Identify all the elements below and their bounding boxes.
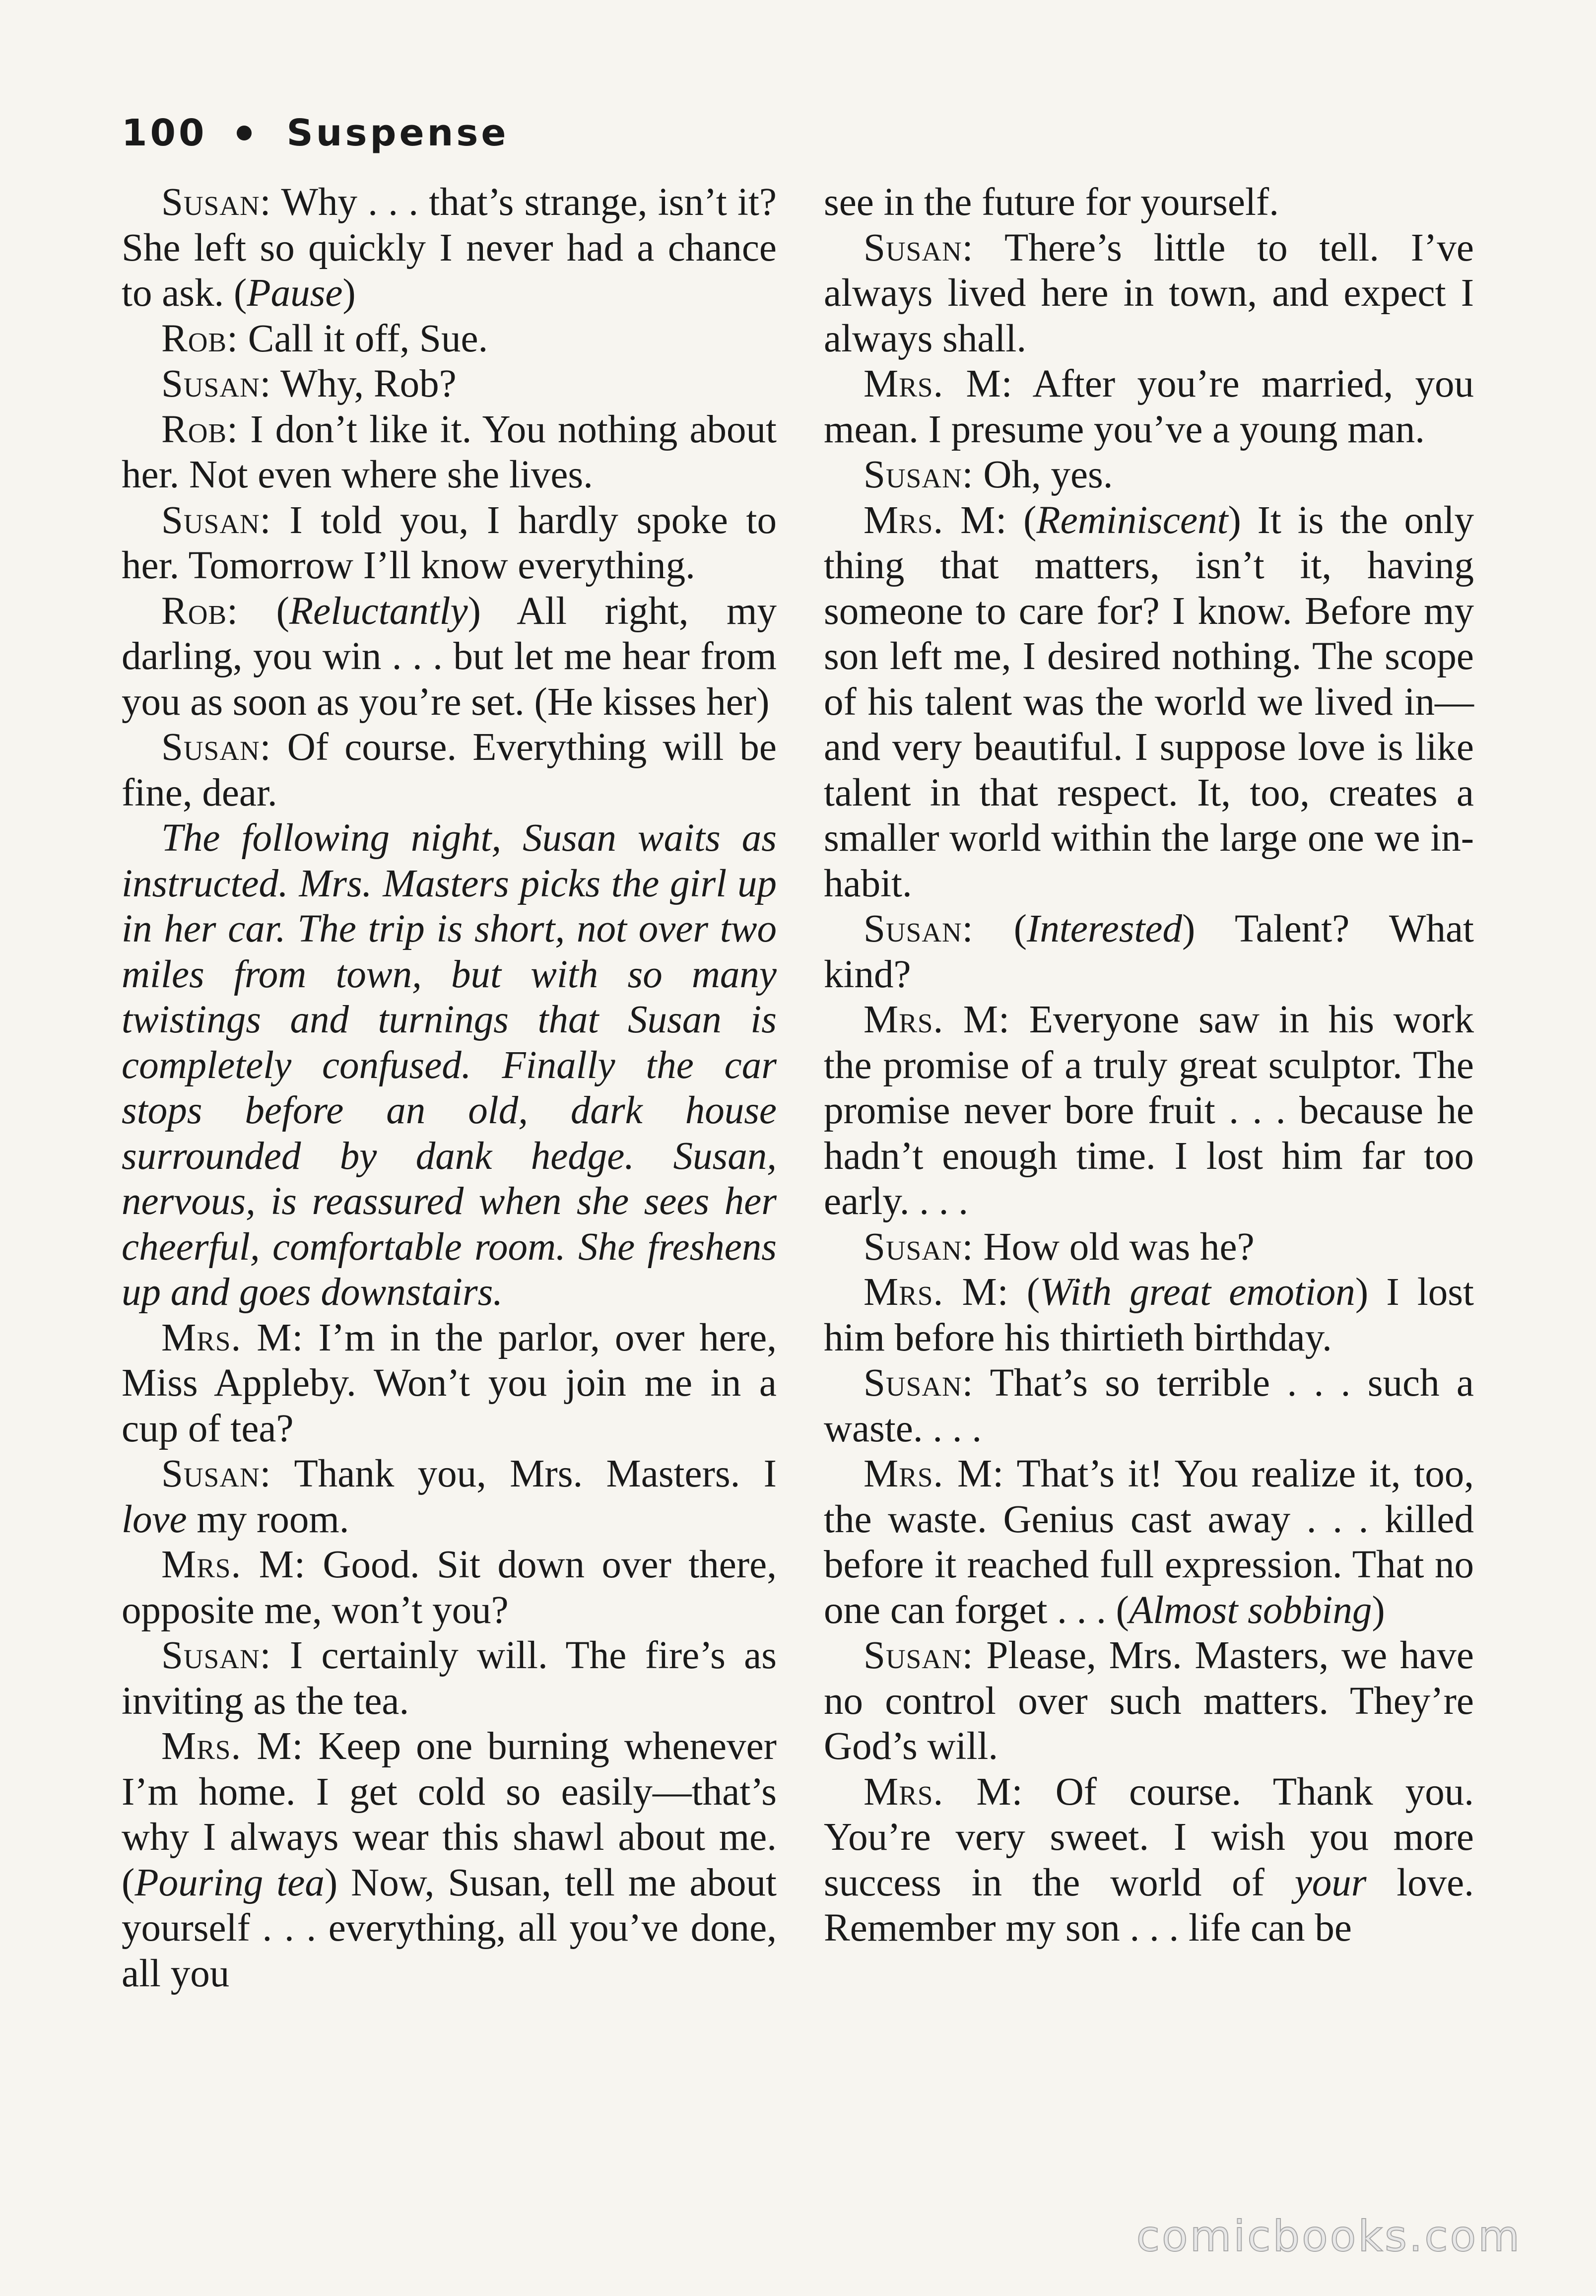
dialogue-text: ( bbox=[1007, 498, 1037, 542]
stage-direction: With great emotion bbox=[1040, 1271, 1355, 1314]
dialogue-text: There’s little to tell. I’ve always lived here in town, and expect I always shall. bbox=[824, 226, 1474, 360]
speaker-name: Susan: bbox=[864, 453, 974, 496]
dialogue-text: I don’t like it. You nothing about her. Not even where she lives. bbox=[122, 407, 777, 496]
speaker-name: Rob: bbox=[161, 317, 239, 360]
speaker-name: Susan: bbox=[864, 907, 974, 950]
speaker-name: Rob: bbox=[161, 407, 239, 451]
dialogue-text: Oh, yes. bbox=[973, 453, 1113, 496]
stage-direction: Interested bbox=[1027, 907, 1182, 950]
dialogue-paragraph bbox=[824, 997, 1474, 1224]
dialogue-paragraph bbox=[824, 361, 1474, 452]
dialogue-text: Thank you, Mrs. Masters. I bbox=[271, 1452, 777, 1495]
running-title: Suspense bbox=[286, 112, 509, 154]
dialogue-paragraph bbox=[824, 1360, 1474, 1451]
speaker-name: Susan: bbox=[161, 1452, 271, 1495]
speaker-name: Rob: bbox=[161, 589, 239, 633]
speaker-name: Mrs. M: bbox=[161, 1725, 304, 1768]
dialogue-paragraph bbox=[122, 316, 777, 362]
dialogue-paragraph bbox=[824, 1270, 1474, 1360]
dialogue-text: ) Now, Susan, tell me about yourself . . . everything, all you’ve done, all you bbox=[122, 1861, 777, 1995]
speaker-name: Mrs. M: bbox=[864, 998, 1010, 1041]
dialogue-paragraph bbox=[122, 361, 777, 407]
dialogue-text: ) It is the only thing that matters, isn’t it, having someone to care for? I know. Before my son left me, I desired nothing. The scope of his talent was the world we lived in—and very beautiful. I suppose love is like talent in that respect. It, too, creates a smaller world within the large one we inhabit. bbox=[824, 498, 1474, 905]
dialogue-text: see in the future for yourself. bbox=[824, 181, 1279, 224]
speaker-name: Susan: bbox=[161, 726, 271, 769]
stage-direction: love bbox=[122, 1497, 187, 1541]
dialogue-paragraph bbox=[824, 1633, 1474, 1769]
dialogue-paragraph bbox=[122, 1633, 777, 1724]
dialogue-paragraph bbox=[122, 725, 777, 815]
dialogue-text: Of course. Thank you. You’re very sweet. I wish you more success in the world of bbox=[824, 1770, 1474, 1904]
dialogue-text: ( bbox=[973, 907, 1027, 950]
dialogue-text: ) I lost him before his thirtieth birthday. bbox=[824, 1271, 1474, 1359]
speaker-name: Mrs. M: bbox=[864, 1770, 1023, 1814]
dialogue-paragraph bbox=[824, 498, 1474, 907]
dialogue-paragraph bbox=[824, 225, 1474, 362]
dialogue-paragraph bbox=[824, 1769, 1474, 1951]
dialogue-paragraph bbox=[122, 589, 777, 725]
speaker-name: Susan: bbox=[161, 498, 271, 542]
dialogue-text: That’s so terrible . . . such a waste. . . . bbox=[824, 1361, 1474, 1450]
bullet-icon bbox=[237, 126, 252, 140]
dialogue-text: Good. Sit down over there, opposite me, won’t you? bbox=[122, 1543, 777, 1632]
dialogue-text: That’s it! You realize it, too, the waste. Genius cast away . . . killed before it reached full expression. That no one can forget . . . ( bbox=[824, 1452, 1474, 1632]
dialogue-text: ) Talent? What kind? bbox=[824, 907, 1474, 996]
dialogue-paragraph bbox=[122, 498, 777, 589]
page-header bbox=[122, 112, 509, 154]
stage-direction: your bbox=[1294, 1861, 1367, 1904]
dialogue-text: Keep one burning whenever I’m home. I get cold so easily—that’s why I always wear this shawl about me. ( bbox=[122, 1725, 777, 1904]
speaker-name: Susan: bbox=[161, 181, 271, 224]
speaker-name: Mrs. M: bbox=[161, 1543, 306, 1586]
dialogue-text: ) bbox=[1372, 1588, 1385, 1632]
dialogue-paragraph bbox=[122, 1542, 777, 1633]
stage-direction: The following night, Susan waits as instructed. Mrs. Masters picks the girl up in her car. The trip is short, not over two miles from town, but with so many twistings and turnings that Susan is completely confused. Finally the car stops before an old, dark house surrounded by dank hedge. Susan, nervous, is reassured when she sees her cheerful, comfortable room. She freshens up and goes downstairs. bbox=[122, 816, 777, 1314]
dialogue-text: Please, Mrs. Masters, we have no control over such matters. They’re God’s will. bbox=[824, 1634, 1474, 1768]
dialogue-text: How old was he? bbox=[973, 1225, 1255, 1269]
dialogue-text: I told you, I hardly spoke to her. Tomorrow I’ll know everything. bbox=[122, 498, 777, 587]
dialogue-text: Of course. Everything will be fine, dear. bbox=[122, 726, 777, 814]
dialogue-text: After you’re married, you mean. I presume you’ve a young man. bbox=[824, 362, 1474, 451]
stage-direction: Pouring tea bbox=[134, 1861, 325, 1904]
dialogue-text: ( bbox=[1008, 1271, 1040, 1314]
dialogue-paragraph bbox=[824, 906, 1474, 997]
dialogue-text: ) bbox=[342, 271, 356, 315]
dialogue-text: Call it off, Sue. bbox=[238, 317, 488, 360]
left-column bbox=[122, 180, 777, 1996]
dialogue-text: I’m in the parlor, over here, Miss Appleby. Won’t you join me in a cup of tea? bbox=[122, 1316, 777, 1450]
dialogue-text: ( bbox=[238, 589, 289, 633]
speaker-name: Mrs. M: bbox=[864, 362, 1013, 405]
dialogue-paragraph bbox=[122, 407, 777, 498]
dialogue-paragraph bbox=[122, 1315, 777, 1452]
stage-direction: Reminiscent bbox=[1036, 498, 1228, 542]
dialogue-paragraph bbox=[122, 815, 777, 1315]
stage-direction: Almost sobbing bbox=[1129, 1588, 1372, 1632]
speaker-name: Mrs. M: bbox=[161, 1316, 304, 1359]
dialogue-paragraph bbox=[122, 180, 777, 316]
speaker-name: Susan: bbox=[864, 1361, 974, 1405]
speaker-name: Susan: bbox=[864, 1225, 974, 1269]
speaker-name: Susan: bbox=[864, 226, 974, 270]
stage-direction: Reluctantly bbox=[289, 589, 468, 633]
watermark: comicbooks.com bbox=[1136, 2212, 1522, 2261]
stage-direction: Pause bbox=[247, 271, 343, 315]
speaker-name: Susan: bbox=[161, 362, 271, 405]
page-number: 100 bbox=[122, 112, 207, 154]
speaker-name: Susan: bbox=[161, 1634, 271, 1677]
dialogue-text: Everyone saw in his work the promise of a truly great sculptor. The promise never bore fruit . . . because he hadn’t enough time. I lost him far too early. . . . bbox=[824, 998, 1474, 1223]
dialogue-text: Why . . . that’s strange, isn’t it? She left so quickly I never had a chance to ask. ( bbox=[122, 181, 777, 315]
dialogue-text: ) All right, my darling, you win . . . but let me hear from you as soon as you’re set. (He kisses her) bbox=[122, 589, 777, 724]
dialogue-text: love. Remember my son . . . life can be bbox=[824, 1861, 1474, 1950]
dialogue-paragraph bbox=[824, 1224, 1474, 1270]
speaker-name: Mrs. M: bbox=[864, 1452, 1004, 1495]
dialogue-paragraph bbox=[824, 180, 1474, 225]
dialogue-paragraph bbox=[122, 1451, 777, 1542]
speaker-name: Susan: bbox=[864, 1634, 974, 1677]
dialogue-text: I certainly will. The fire’s as inviting as the tea. bbox=[122, 1634, 777, 1723]
speaker-name: Mrs. M: bbox=[864, 498, 1007, 542]
dialogue-text: my room. bbox=[187, 1497, 349, 1541]
dialogue-paragraph bbox=[824, 452, 1474, 498]
dialogue-paragraph bbox=[824, 1451, 1474, 1633]
dialogue-text: Why, Rob? bbox=[271, 362, 457, 405]
speaker-name: Mrs. M: bbox=[864, 1271, 1009, 1314]
right-column bbox=[824, 180, 1474, 1951]
dialogue-paragraph bbox=[122, 1724, 777, 1996]
